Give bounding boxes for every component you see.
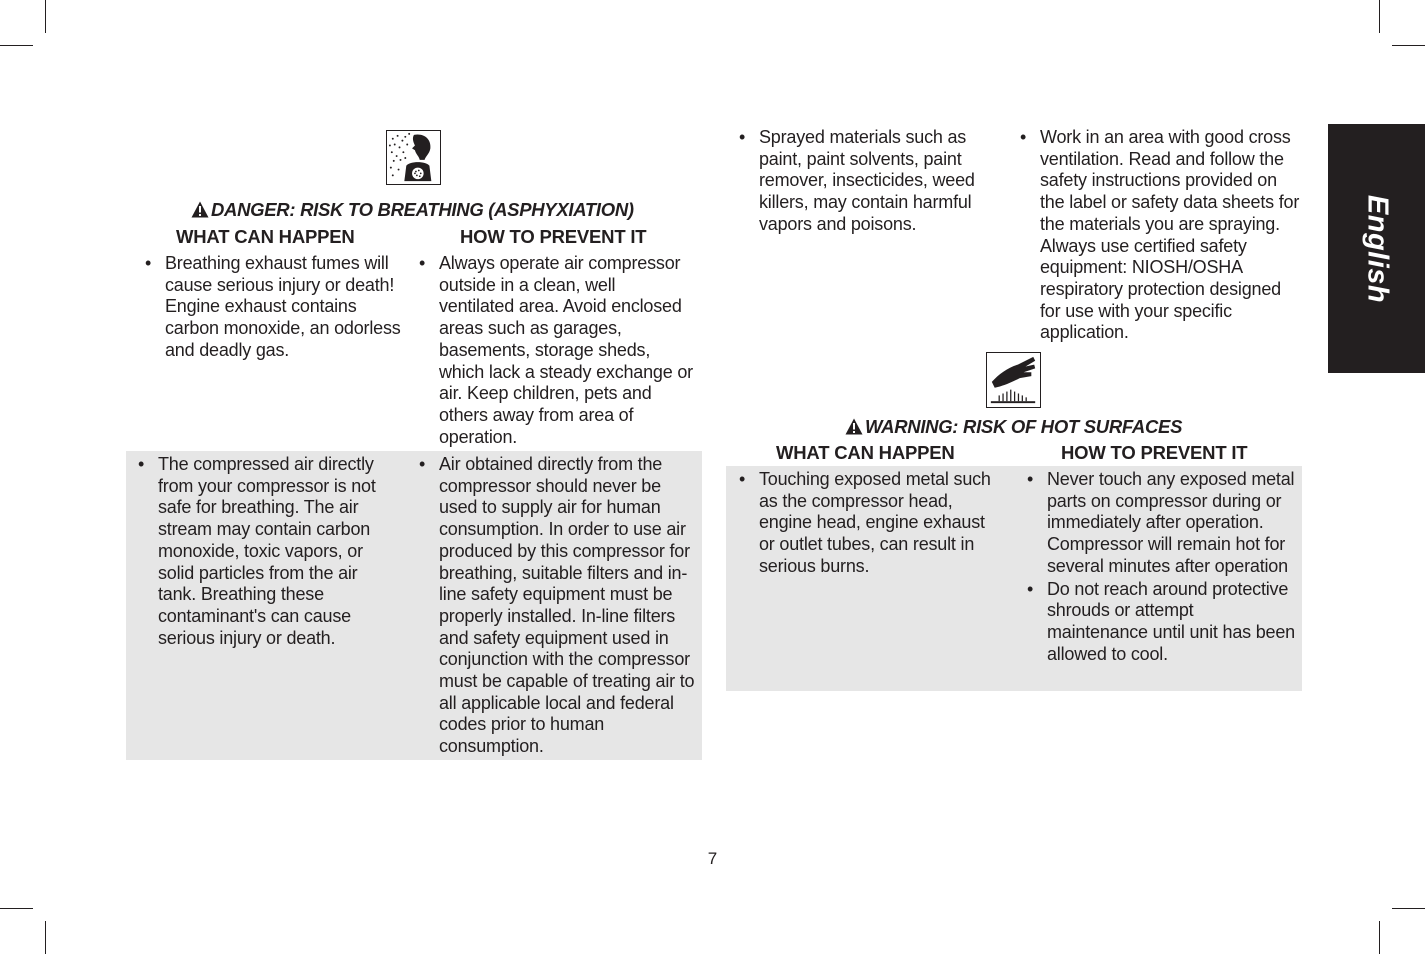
warning-triangle-icon — [191, 201, 209, 223]
danger-row-1-how — [419, 253, 695, 448]
list-item: • Do not reach around protective shrouds or attempt maintenance until unit has been allowed to cool. — [1027, 579, 1297, 666]
list-item: • Breathing exhaust fumes will cause serious injury or death! Engine exhaust contains carbon monoxide, an odorless and deadly gas. — [145, 253, 407, 362]
danger-title — [191, 199, 634, 223]
danger-what-header: WHAT CAN HAPPEN — [176, 226, 355, 247]
list-item: • Work in an area with good cross ventilation. Read and follow the safety instructions provided on the label or safety data sheets for the materials you are spraying. Always use certified safety equipment: NIOSH/OSHA respiratory protection designed for use with your specific application. — [1020, 127, 1302, 344]
list-item: • Sprayed materials such as paint, paint solvents, paint remover, insecticides, weed killers, may contain harmful vapors and poisons. — [739, 127, 987, 236]
crop-mark — [0, 908, 33, 909]
danger-title-text: DANGER: RISK TO BREATHING (ASPHYXIATION) — [211, 199, 634, 220]
warning-title-text: WARNING: RISK OF HOT SURFACES — [865, 416, 1183, 437]
danger-row-2-what — [138, 454, 393, 649]
warning-title — [845, 416, 1182, 440]
hot-surface-hazard-icon — [986, 352, 1041, 408]
warning-row-1-what — [739, 469, 1003, 578]
danger-row-2-how — [419, 454, 699, 758]
list-item: • Air obtained directly from the compressor should never be used to supply air for human consumption. In order to use air produced by this compressor for breathing, suitable filters and in-line safety equipment must be properly installed. In-line filters and safety equipment used in conjunction with the compressor must be capable of treating air to all applicable local and federal codes prior to human consumption. — [419, 454, 699, 758]
danger-how-header: HOW TO PREVENT IT — [460, 226, 647, 247]
list-item: • The compressed air directly from your compressor is not safe for breathing. The air stream may contain carbon monoxide, toxic vapors, or solid particles from the air tank. Breathing these contaminant's can cause serious injury or death. — [138, 454, 393, 649]
list-item: • Never touch any exposed metal parts on compressor during or immediately after operation. Compressor will remain hot for several minutes after operation — [1027, 469, 1297, 578]
list-item: • Always operate air compressor outside in a clean, well ventilated area. Avoid enclosed areas such as garages, basements, storage sheds, which lack a steady exchange or air. Keep children, pets and others away from area of operation. — [419, 253, 695, 448]
crop-mark — [45, 0, 46, 33]
warning-what-header: WHAT CAN HAPPEN — [776, 442, 955, 463]
crop-mark — [1392, 45, 1425, 46]
crop-mark — [0, 45, 33, 46]
crop-mark — [45, 921, 46, 954]
language-tab — [1328, 124, 1425, 373]
warning-how-header: HOW TO PREVENT IT — [1061, 442, 1248, 463]
danger-row-1-what — [145, 253, 407, 362]
crop-mark — [1392, 908, 1425, 909]
language-tab-label: English — [1361, 194, 1394, 303]
list-item: • Touching exposed metal such as the compressor head, engine head, engine exhaust or outlet tubes, can result in serious burns. — [739, 469, 1003, 578]
asphyxiation-hazard-icon — [386, 130, 441, 185]
warning-triangle-icon — [845, 418, 863, 440]
page-number: 7 — [707, 849, 718, 868]
warning-row-1-how — [1027, 469, 1297, 665]
danger-row-3-how — [1020, 127, 1302, 344]
crop-mark — [1379, 921, 1380, 954]
danger-row-3-what — [739, 127, 987, 236]
crop-mark — [1379, 0, 1380, 33]
